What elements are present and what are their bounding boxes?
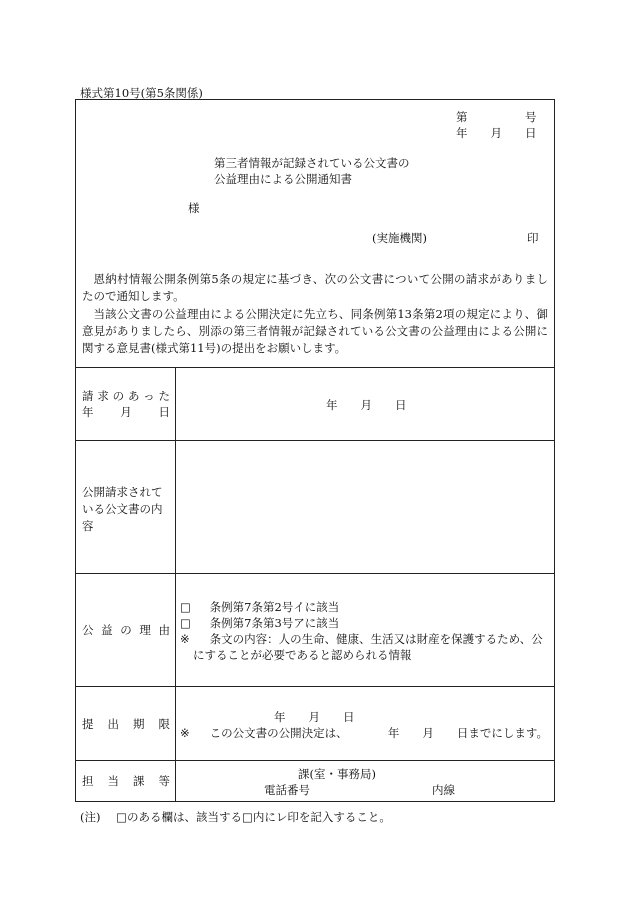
addressee-suffix: 様 <box>188 201 200 215</box>
document-number: 第 号 <box>456 110 537 124</box>
reference-mark: ※ <box>180 632 190 646</box>
option-article-7-2-i[interactable]: □ 条例第7条第2号イに該当 <box>180 600 340 614</box>
department-value[interactable]: 課(室・事務局) <box>298 767 376 781</box>
request-date-label: 請求のあった 年 月 日 <box>82 389 170 419</box>
option-article-7-3-a[interactable]: □ 条例第7条第3号アに該当 <box>180 616 340 630</box>
title-line-2: 公益理由による公開通知書 <box>214 172 352 186</box>
article-content-note: ※ 条文の内容：人の生命、健康、生活又は財産を保護するため、公 <box>180 632 543 646</box>
footnote <box>80 809 391 825</box>
footnote-prefix: (注) <box>80 810 101 824</box>
form-number-label: 様式第10号(第5条関係) <box>80 86 203 100</box>
extension-label: 内線 <box>432 783 455 797</box>
title-line-1: 第三者情報が記録されている公文書の <box>214 156 410 170</box>
disclosure-decision-note: ※ この公文書の公開決定は、 年 月 日までにします。 <box>180 726 548 740</box>
footnote-text: □のある欄は、該当する□内にレ印を記入すること。 <box>116 810 391 824</box>
article-content-note-line-2: にすることが必要であると認められる情報 <box>193 648 412 662</box>
table-column-divider <box>175 367 176 801</box>
table-rule <box>76 686 554 687</box>
table-rule <box>76 440 554 441</box>
table-rule <box>76 573 554 574</box>
document-date: 年 月 日 <box>456 126 537 140</box>
checkbox-icon[interactable]: □ <box>180 600 191 614</box>
issuer-label: (実施機関) <box>372 231 427 245</box>
paragraph-request: 当該公文書の公益理由による公開決定に先立ち、同条例第13条第2項の規定により、御意見がありましたら、別添の第三者情報が記録されている公文書の公益理由による公開に関する意見書(様式第11号)の提出をお願いします。 <box>82 307 548 355</box>
notice-form <box>75 99 555 802</box>
paragraph-notice: 恩納村情報公開条例第5条の規定に基づき、次の公文書について公開の請求がありましたので通知します。 <box>82 272 548 303</box>
table-rule <box>76 367 554 368</box>
reference-mark: ※ <box>180 726 190 740</box>
request-date-value[interactable]: 年 月 日 <box>326 398 407 412</box>
document-content-label: 公開請求されている公文書の内容 <box>82 485 163 533</box>
table-rule <box>76 760 554 761</box>
department-label: 担当課等 <box>82 774 170 788</box>
checkbox-icon[interactable]: □ <box>180 616 191 630</box>
phone-number-label: 電話番号 <box>264 783 310 797</box>
seal-mark: 印 <box>527 231 539 245</box>
deadline-label: 提出期限 <box>82 717 170 731</box>
deadline-date[interactable]: 年 月 日 <box>274 710 355 724</box>
public-interest-label: 公益の理由 <box>82 623 170 637</box>
